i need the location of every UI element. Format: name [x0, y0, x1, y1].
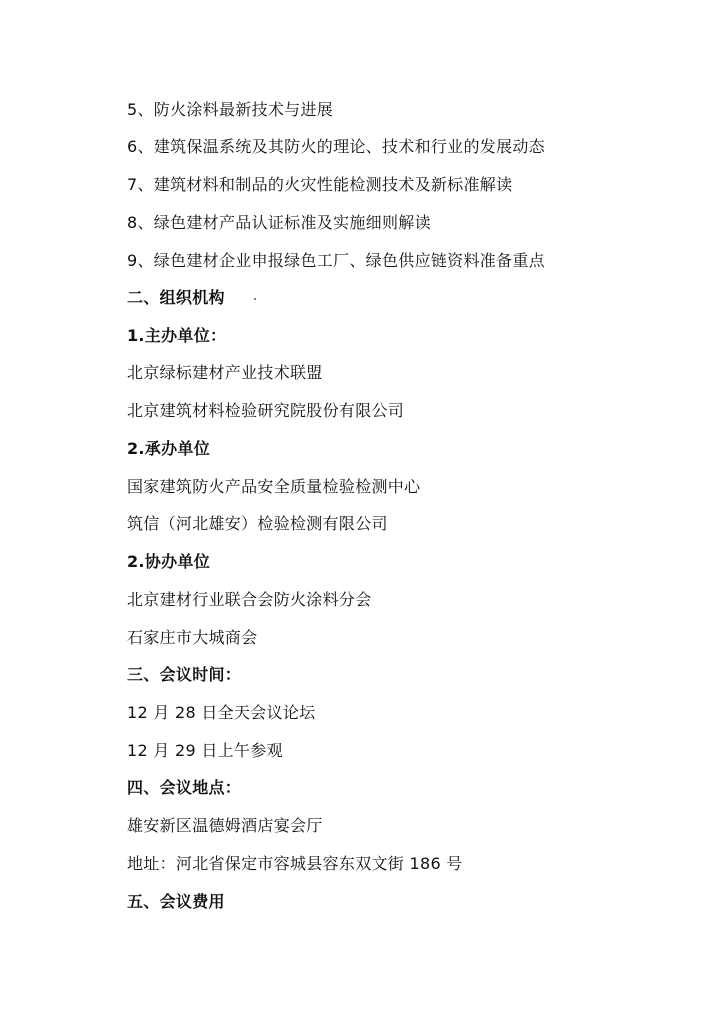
topic-item-8: 8、绿色建材产品认证标准及实施细则解读	[127, 213, 431, 232]
topic-item-9: 9、绿色建材企业申报绿色工厂、绿色供应链资料准备重点	[127, 251, 545, 270]
topic-item-6: 6、建筑保温系统及其防火的理论、技术和行业的发展动态	[127, 137, 545, 156]
section-heading-organization: 二、组织机构	[127, 288, 225, 307]
subheading-co-organizer: 2.协办单位	[127, 552, 211, 571]
subheading-host: 1.主办单位：	[127, 326, 227, 345]
topic-item-7: 7、建筑材料和制品的火灾性能检测技术及新标准解读	[127, 175, 513, 194]
section-heading-fees: 五、会议费用	[127, 892, 225, 911]
section-heading-venue: 四、会议地点：	[127, 778, 242, 797]
host-organization-2: 北京建筑材料检验研究院股份有限公司	[127, 401, 405, 420]
subheading-organizer: 2.承办单位	[127, 439, 211, 458]
co-organizer-2: 石家庄市大城商会	[127, 628, 258, 647]
meeting-date-1: 12 月 28 日全天会议论坛	[127, 703, 316, 722]
host-organization-1: 北京绿标建材产业技术联盟	[127, 363, 323, 382]
section-heading-time: 三、会议时间：	[127, 665, 242, 684]
venue-name: 雄安新区温德姆酒店宴会厅	[127, 816, 323, 835]
meeting-date-2: 12 月 29 日上午参观	[127, 741, 283, 760]
co-organizer-1: 北京建材行业联合会防火涂料分会	[127, 590, 372, 609]
organizer-2: 筑信（河北雄安）检验检测有限公司	[127, 514, 388, 533]
organizer-1: 国家建筑防火产品安全质量检验检测中心	[127, 477, 421, 496]
stray-mark	[254, 298, 256, 300]
topic-item-5: 5、防火涂料最新技术与进展	[127, 100, 334, 119]
venue-address: 地址：河北省保定市容城县容东双文街 186 号	[127, 854, 463, 873]
